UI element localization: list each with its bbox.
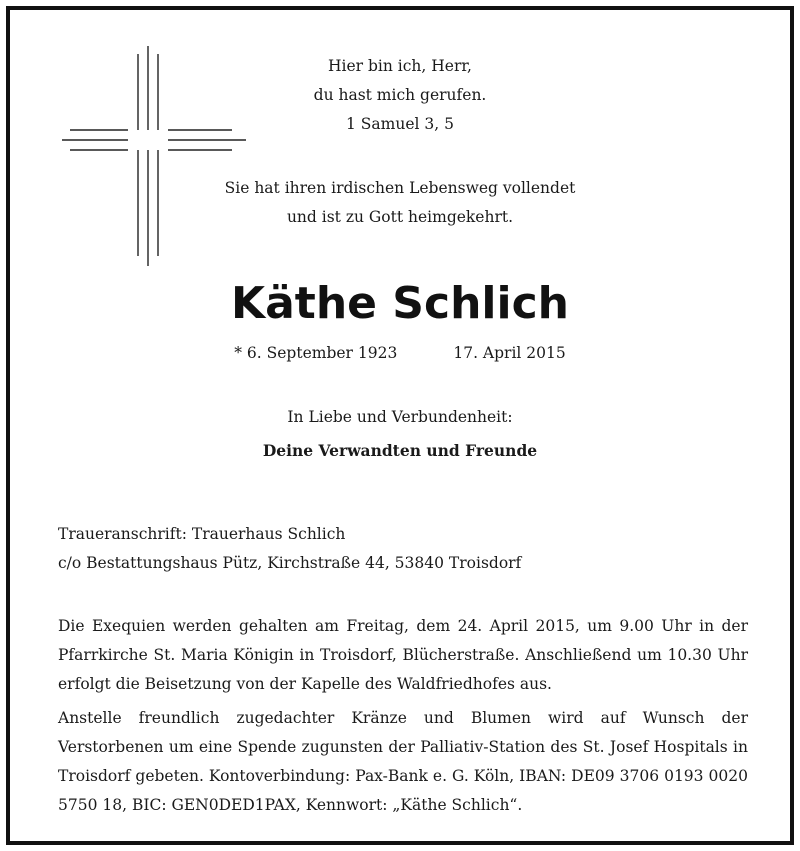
birth-date: * 6. September 1923: [234, 344, 398, 362]
address-line-1: Traueranschrift: Trauerhaus Schlich: [58, 525, 346, 543]
intro-line-1: Sie hat ihren irdischen Lebensweg vollendet: [224, 179, 576, 197]
funeral-info: Die Exequien werden gehalten am Freitag, dem 24. April 2015, um 9.00 Uhr in der Pfarrkirche St. Maria Königin in Troisdorf, Blücherstraße. Anschließend um 10.30 Uhr erfolgt die Beisetzung von der Kapelle des Waldfriedhofes aus.: [58, 617, 748, 693]
mourners-names: Deine Verwandten und Freunde: [262, 441, 538, 460]
verse-line-1: Hier bin ich, Herr,: [328, 57, 472, 75]
obituary-card: [6, 6, 794, 845]
mourners-intro: In Liebe und Verbundenheit:: [287, 408, 513, 426]
life-dates: [10, 340, 790, 366]
death-date: 17. April 2015: [453, 344, 566, 362]
deceased-name: Käthe Schlich: [231, 278, 569, 329]
verse-reference: 1 Samuel 3, 5: [346, 115, 454, 133]
address-line-2: c/o Bestattungshaus Pütz, Kirchstraße 44, 53840 Troisdorf: [58, 554, 522, 572]
verse-line-2: du hast mich gerufen.: [313, 86, 487, 104]
donation-info: Anstelle freundlich zugedachter Kränze und Blumen wird auf Wunsch der Verstorbenen um eine Spende zugunsten der Palliativ-Station des St. Josef Hospitals in Troisdorf gebeten. Kontoverbindung: Pax-Bank e. G. Köln, IBAN: DE09 3706 0193 0020 5750 18, BIC: GEN0DED1PAX, Kennwort: „Käthe Schlich“.: [58, 709, 748, 814]
intro-line-2: und ist zu Gott heimgekehrt.: [286, 208, 514, 226]
mourning-address: [58, 520, 521, 578]
bible-verse: [10, 52, 790, 139]
intro-text: [10, 174, 790, 232]
